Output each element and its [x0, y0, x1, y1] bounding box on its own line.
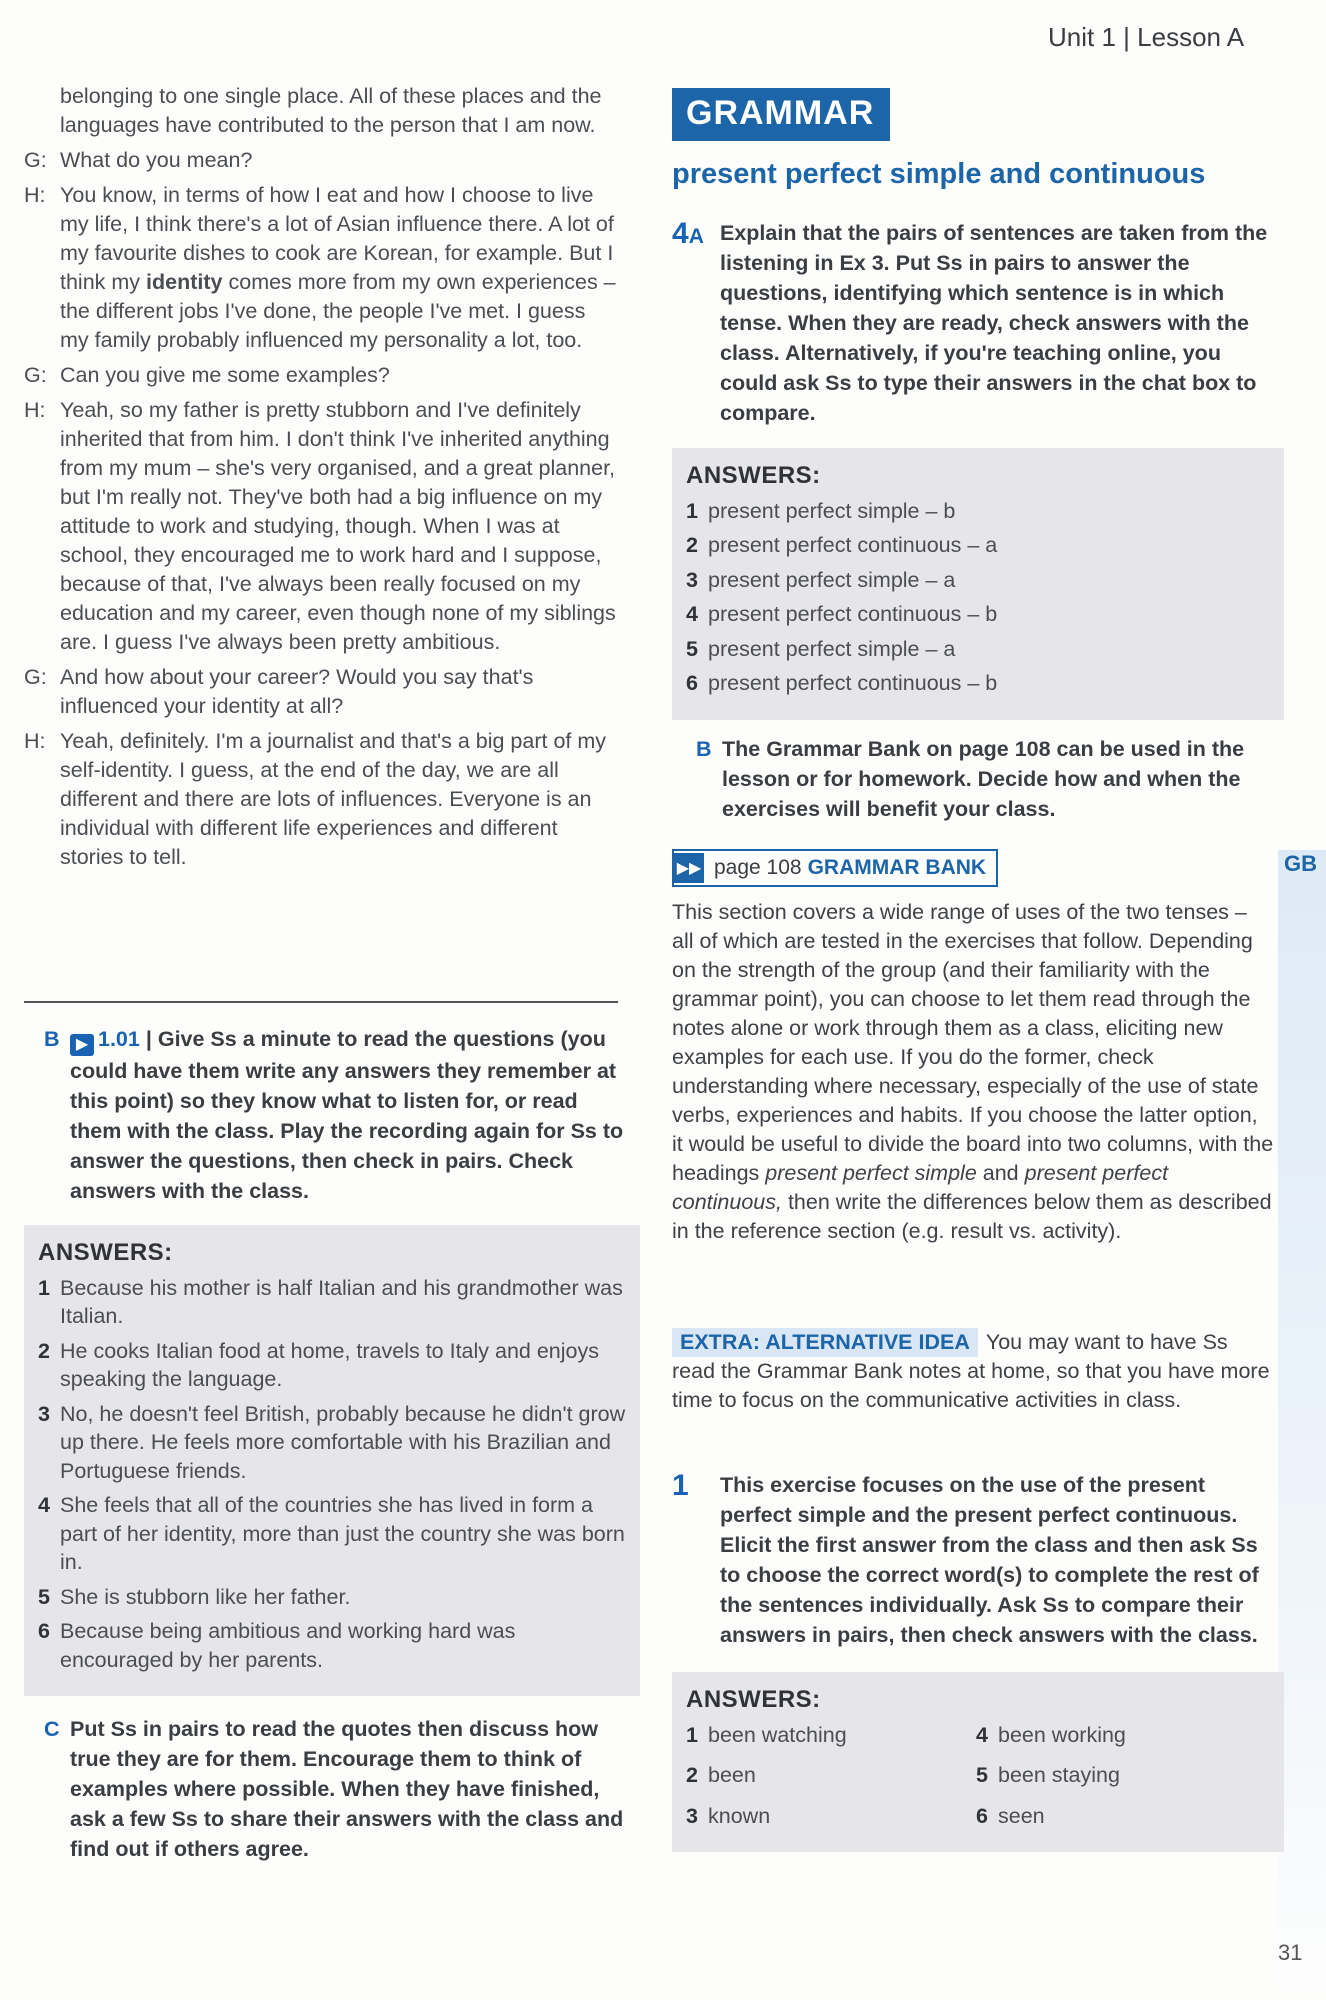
transcript-line	[24, 727, 624, 872]
speaker-label: H:	[24, 183, 46, 207]
answers-heading: ANSWERS:	[686, 1686, 821, 1713]
speaker-label: H:	[24, 398, 46, 422]
speaker-label: G:	[24, 363, 47, 387]
answer-text: Because his mother is half Italian and his grandmother was Italian.	[60, 1275, 623, 1328]
answer-item	[976, 1721, 1236, 1750]
answer-item	[38, 1274, 626, 1331]
answer-text: seen	[998, 1803, 1045, 1828]
line-text: What do you mean?	[60, 148, 253, 172]
transcript	[24, 82, 624, 878]
task-b-listening	[44, 1024, 624, 1206]
answer-number: 1	[38, 1275, 50, 1300]
answer-item	[38, 1583, 626, 1612]
answer-text: been staying	[998, 1763, 1120, 1787]
answer-item	[686, 1721, 976, 1750]
transcript-line	[24, 663, 624, 721]
page-number: 31	[1278, 1940, 1303, 1965]
task-letter: A	[688, 225, 704, 248]
task-1	[672, 1470, 1274, 1650]
answer-text: present perfect continuous – a	[708, 533, 998, 557]
task-4a	[672, 218, 1272, 428]
answers-heading: ANSWERS:	[38, 1239, 173, 1266]
answer-text: Because being ambitious and working hard was encouraged by her parents.	[60, 1619, 516, 1672]
task-instructions: Explain that the pairs of sentences are taken from the listening in Ex 3. Put Ss in pairs to answer the questions, identifying which sentence is in which tense. When they are ready, check answers with the class. Alternatively, if you're teaching online, you could ask Ss to type their answers in the chat box to compare.	[720, 221, 1268, 425]
link-page: page 108	[714, 856, 802, 879]
answer-number: 4	[976, 1722, 988, 1747]
answer-text: No, he doesn't feel British, probably because he didn't grow up there. He feels more comfortable with his Brazilian and Portuguese friends.	[60, 1401, 626, 1483]
side-tab-band	[1278, 850, 1326, 2000]
answer-text: been working	[998, 1722, 1126, 1747]
line-text: Can you give me some examples?	[60, 363, 390, 387]
speaker-label: H:	[24, 729, 46, 753]
extra-alternative-idea	[672, 1328, 1274, 1415]
extra-tag: EXTRA: ALTERNATIVE IDEA	[672, 1328, 978, 1357]
answer-number: 5	[976, 1763, 988, 1787]
line-text: Yeah, definitely. I'm a journalist and that's a big part of my self-identity. I guess, at the end of the day, we are all different and there are lots of influences. Everyone is an individual with different life experiences and different stories to tell.	[60, 729, 607, 869]
answer-item	[686, 531, 1270, 560]
answer-text: present perfect simple – b	[708, 498, 956, 523]
track-number: 1.01	[98, 1027, 140, 1051]
note-part3: then write the differences below them as described in the reference section (e.g. result vs. activity).	[672, 1190, 1272, 1243]
line-text-after: comes more from my own experiences – the different jobs I've done, the people I've met. I guess my family probably influenced my personality a lot, too.	[60, 270, 616, 352]
task-letter: B	[696, 737, 712, 761]
answer-number: 2	[38, 1338, 50, 1363]
grammar-title: GRAMMAR	[672, 88, 890, 141]
task-letter: C	[44, 1717, 60, 1741]
answer-number: 3	[686, 567, 698, 592]
answer-number: 6	[38, 1619, 50, 1643]
speaker-label: G:	[24, 665, 47, 689]
answer-number: 2	[686, 533, 698, 557]
answer-item	[976, 1761, 1236, 1790]
section-note	[672, 898, 1274, 1246]
task-text	[70, 1024, 624, 1206]
answer-item	[976, 1802, 1236, 1831]
answer-item	[686, 669, 1270, 698]
answer-item	[686, 1761, 976, 1790]
line-text: And how about your career? Would you say that's influenced your identity at all?	[60, 665, 534, 718]
answer-item	[38, 1617, 626, 1674]
answer-number: 4	[38, 1493, 50, 1517]
answer-item	[686, 497, 1270, 526]
transcript-divider	[24, 1001, 618, 1003]
answers-box	[672, 448, 1284, 720]
answer-number: 6	[976, 1803, 988, 1828]
task-instructions: The Grammar Bank on page 108 can be used in the lesson or for homework. Decide how and when the exercises will benefit your class.	[722, 737, 1245, 821]
answer-item	[38, 1400, 626, 1486]
answer-number: 6	[686, 671, 698, 695]
line-text: Yeah, so my father is pretty stubborn and I've definitely inherited that from him. I don't think I've inherited anything from my mum – she's very organised, and a great planner, but I'm really not. They've both had a big influence on my attitude to work and studying, though. When I was at school, they encouraged me to work hard and I suppose, because of that, I've always been really focused on my education and my career, even though none of my siblings are. I guess I've always been pretty ambitious.	[60, 398, 616, 654]
task-number: 1	[672, 1469, 689, 1502]
transcript-opening: belonging to one single place. All of these places and the languages have contributed to the person that I am now.	[60, 84, 602, 137]
task-instructions: Give Ss a minute to read the questions (you could have them write any answers they remember at this point) so they know what to listen for, or read them with the class. Play the recording again for Ss to answer the questions, then check in pairs. Check answers with the class.	[70, 1027, 624, 1203]
note-part2: and	[982, 1161, 1019, 1185]
task-instructions: Put Ss in pairs to read the quotes then discuss how true they are for them. Encourage them to think of examples where possible. When they have finished, ask a few Ss to share their answers with the class and find out if others agree.	[70, 1717, 624, 1861]
answer-number: 1	[686, 1722, 698, 1747]
answer-item	[686, 635, 1270, 664]
page-header	[1048, 22, 1244, 53]
answer-text: been watching	[708, 1722, 847, 1747]
lesson-label: Lesson A	[1137, 22, 1245, 52]
answer-number: 2	[686, 1763, 698, 1787]
task-number	[672, 218, 720, 428]
answer-item	[686, 1802, 976, 1831]
unit-label: Unit 1	[1048, 22, 1116, 52]
header-separator: |	[1123, 22, 1130, 52]
answer-text: present perfect simple – a	[708, 567, 956, 592]
double-arrow-icon: ▶▶	[674, 853, 704, 883]
answers-heading: ANSWERS:	[686, 462, 821, 489]
note-italic2: present perfect continuous,	[672, 1161, 1169, 1214]
answer-number: 3	[38, 1401, 50, 1426]
answer-item	[686, 566, 1270, 595]
speaker-icon[interactable]: ▶	[70, 1034, 94, 1056]
answer-text: known	[708, 1803, 771, 1828]
answer-text: present perfect continuous – b	[708, 671, 998, 695]
answer-number: 3	[686, 1803, 698, 1828]
answers-grid	[686, 1721, 1270, 1837]
answer-item	[38, 1491, 626, 1577]
answer-number: 5	[38, 1584, 50, 1609]
task-letter: B	[44, 1027, 60, 1051]
task-b-grammar-bank	[696, 734, 1276, 824]
transcript-line	[24, 181, 624, 355]
answer-number: 5	[686, 636, 698, 661]
track-separator: |	[145, 1027, 152, 1051]
answer-text: He cooks Italian food at home, travels to Italy and enjoys speaking the language.	[60, 1338, 599, 1391]
task-num: 4	[672, 217, 689, 250]
side-tab-gb: GB	[1284, 851, 1317, 876]
answers-box	[672, 1672, 1284, 1852]
answer-number: 1	[686, 498, 698, 523]
task-instructions: This exercise focuses on the use of the present perfect simple and the present perfect continuous. Elicit the first answer from the class and then ask Ss to choose the correct word(s) to complete the rest of the sentences individually. Ask Ss to compare their answers in pairs, then check answers with the class.	[720, 1473, 1259, 1647]
task-c	[44, 1714, 624, 1864]
answer-text: been	[708, 1763, 756, 1787]
line-text	[60, 181, 624, 355]
answer-text: She feels that all of the countries she has lived in form a part of her identity, more than just the country she was born in.	[60, 1493, 625, 1574]
note-italic1: present perfect simple	[765, 1161, 977, 1185]
answer-item	[686, 600, 1270, 629]
transcript-line	[24, 361, 624, 390]
answer-item	[38, 1337, 626, 1394]
note-part1: This section covers a wide range of uses of the two tenses – all of which are tested in the exercises that follow. Depending on the strength of the group (and their familiarity with the grammar point), you can choose to let them read through the notes alone or work through them as a class, eliciting new examples for each use. If you do the former, check understanding where necessary, especially of the use of state verbs, experiences and habits. If you choose the latter option, it would be useful to divide the board into two columns, with the headings	[672, 900, 1274, 1185]
answer-text: present perfect simple – a	[708, 636, 956, 661]
grammar-bank-link[interactable]	[672, 849, 998, 887]
grammar-subtitle: present perfect simple and continuous	[672, 158, 1206, 190]
answer-text: She is stubborn like her father.	[60, 1584, 351, 1609]
answer-number: 4	[686, 602, 698, 626]
bold-keyword: identity	[146, 270, 223, 294]
speaker-label: G:	[24, 148, 47, 172]
transcript-line	[24, 146, 624, 175]
link-label: GRAMMAR BANK	[807, 856, 987, 879]
answer-text: present perfect continuous – b	[708, 602, 998, 626]
answers-box	[24, 1225, 640, 1696]
line-text-before: You know, in terms of how I eat and how I choose to live my life, I think there's a lot of Asian influence there. A lot of my favourite dishes to cook are Korean, for example. But I think my	[60, 183, 614, 294]
extra-text: You may want to have Ss read the Grammar Bank notes at home, so that you have more time to focus on the communicative activities in class.	[672, 1330, 1270, 1412]
transcript-line	[24, 396, 624, 657]
